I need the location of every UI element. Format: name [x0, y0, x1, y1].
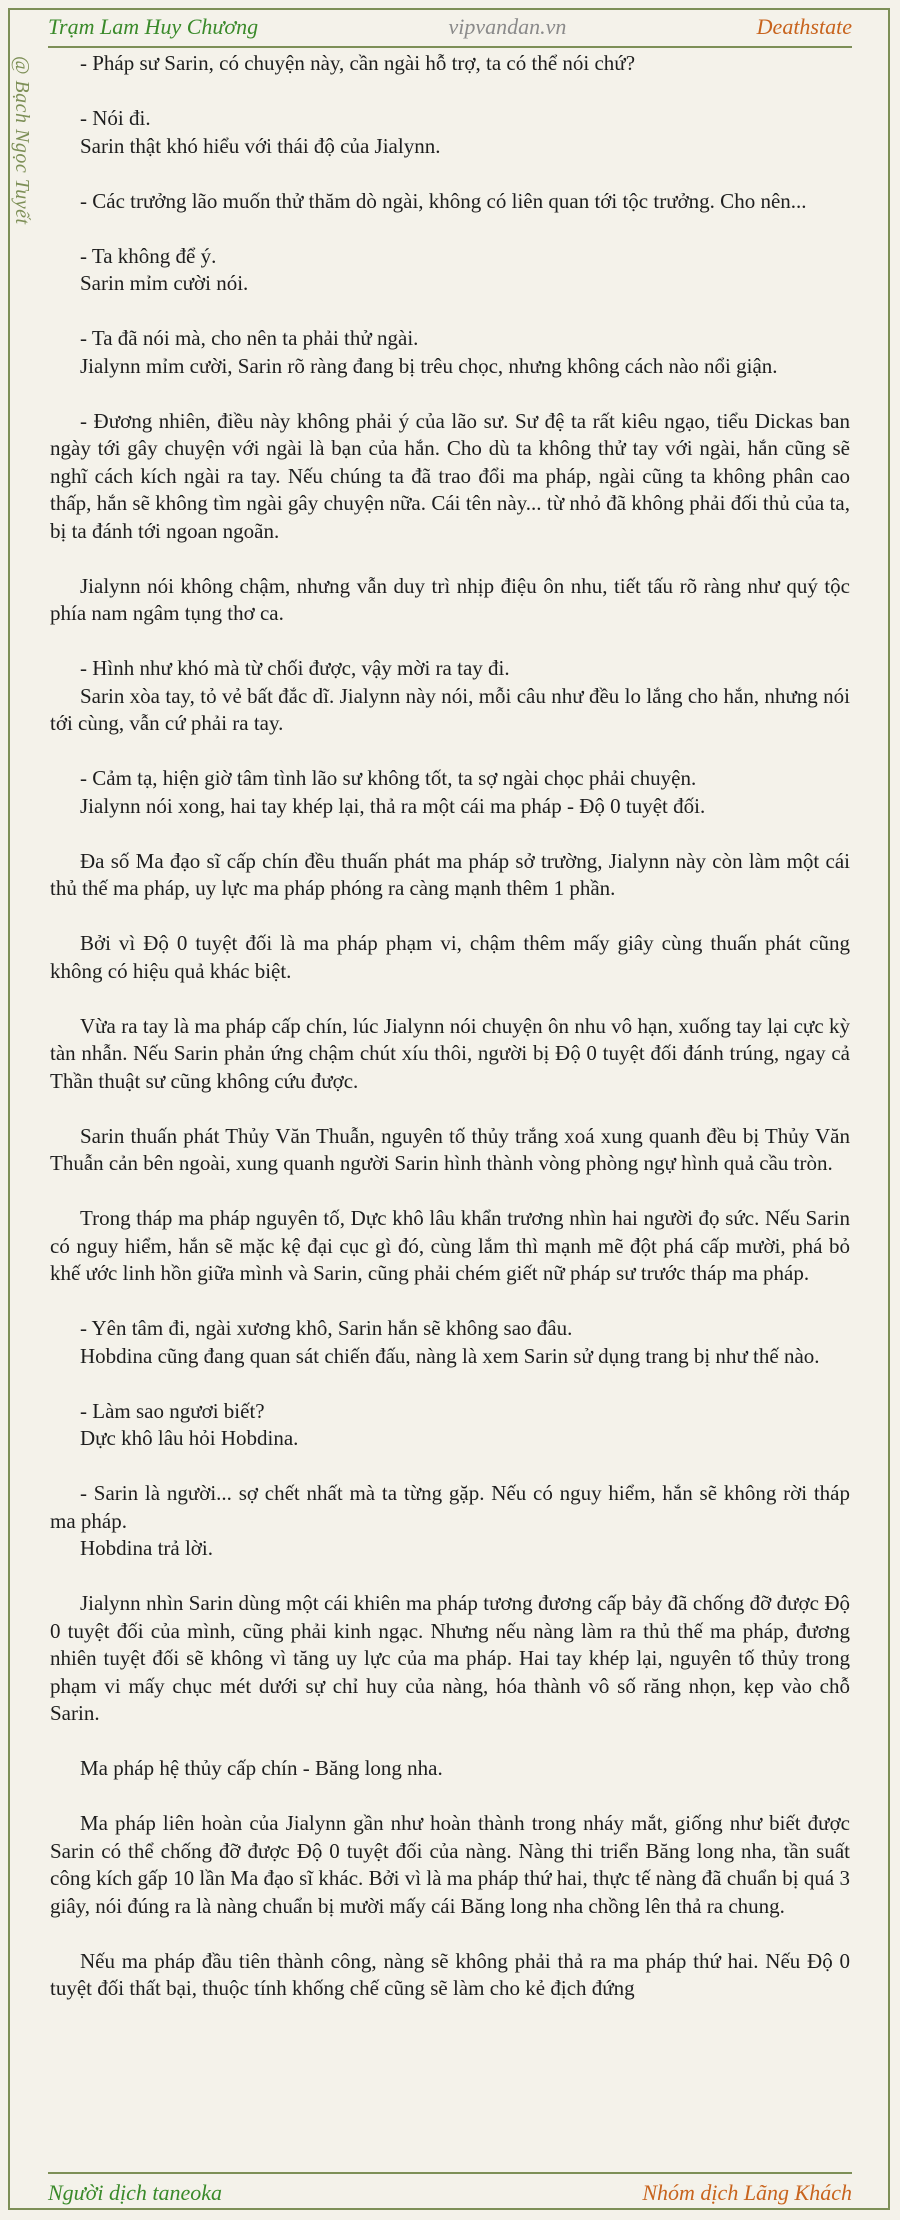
paragraph-gap [50, 1178, 850, 1206]
page-footer [48, 2172, 852, 2212]
paragraph: Trong tháp ma pháp nguyên tố, Dực khô lâu khẩn trương nhìn hai người đọ sức. Nếu Sarin có nguy hiểm, hắn sẽ mặc kệ đại cục gì đó, cùng lắm thì mạnh mẽ đột phá cấp mười, phá bỏ khế ước linh hồn giữa mình và Sarin, cũng phải chém giết nữ pháp sư trước tháp ma pháp. [50, 1206, 850, 1285]
paragraph: Vừa ra tay là ma pháp cấp chín, lúc Jialynn nói chuyện ôn nhu vô hạn, xuống tay lại cực kỳ tàn nhẫn. Nếu Sarin phản ứng chậm chút xíu thôi, người bị Độ 0 tuyệt đối đánh trúng, ngay cả Thần thuật sư cũng không cứu được. [50, 1013, 850, 1093]
paragraph: - Cảm tạ, hiện giờ tâm tình lão sư không tốt, ta sợ ngài chọc phải chuyện. [80, 766, 697, 790]
paragraph: Bởi vì Độ 0 tuyệt đối là ma pháp phạm vi, chậm thêm mấy giây cùng thuấn phát cũng không có hiệu quả khác biệt. [50, 931, 850, 983]
paragraph-gap [50, 985, 850, 1013]
paragraph: Sarin thật khó hiểu với thái độ của Jialynn. [80, 133, 441, 158]
paragraph: Ma pháp liên hoàn của Jialynn gần như hoàn thành trong nháy mắt, giống như biết được Sarin có thể chống đỡ được Độ 0 tuyệt đối của nàng. Nàng thi triển Băng long nha, tần suất công kích gấp 10 lần Ma đạo sĩ khác. Bởi vì là ma pháp thứ hai, thực tế nàng đã chuẩn bị quá 3 giây, nói đúng ra là nàng chuẩn bị mười mấy cái Băng long nha chồng lên thả ra chung. [50, 1811, 850, 1918]
paragraph-gap [50, 738, 850, 766]
paragraph: Hobdina cũng đang quan sát chiến đấu, nàng là xem Sarin sử dụng trang bị như thế nào. [80, 1343, 820, 1368]
paragraph-gap [50, 298, 850, 326]
document-body [50, 50, 850, 2003]
paragraph-gap [50, 1453, 850, 1481]
header-site-name: Trạm Lam Huy Chương [48, 14, 259, 39]
paragraph-gap [50, 1783, 850, 1811]
paragraph-gap [50, 545, 850, 573]
paragraph: Sarin thuấn phát Thủy Văn Thuẫn, nguyên tố thủy trắng xoá xung quanh đều bị Thủy Văn Thuẫn cản bên ngoài, xung quanh người Sarin hình thành vòng phòng ngự hình quả cầu tròn. [50, 1123, 850, 1175]
paragraph: - Ta đã nói mà, cho nên ta phải thử ngài. [80, 326, 419, 350]
paragraph-gap [50, 1920, 850, 1948]
paragraph-gap [50, 1370, 850, 1398]
paragraph: Jialynn nói không chậm, nhưng vẫn duy trì nhịp điệu ôn nhu, tiết tấu rõ ràng như quý tộc phía nam ngâm tụng thơ ca. [50, 573, 850, 625]
paragraph-gap [50, 1288, 850, 1316]
side-credit: @ Bạch Ngọc Tuyết [11, 56, 33, 225]
paragraph: Dực khô lâu hỏi Hobdina. [80, 1426, 299, 1450]
paragraph: - Ta không để ý. [80, 243, 217, 268]
paragraph: Sarin xòa tay, tỏ vẻ bất đắc dĩ. Jialynn này nói, mỗi câu như đều lo lắng cho hắn, nhưng nói tới cùng, vẫn cứ phải ra tay. [50, 683, 850, 735]
paragraph: - Đương nhiên, điều này không phải ý của lão sư. Sư đệ ta rất kiêu ngạo, tiểu Dickas ban ngày tới gây chuyện với ngài là bạn của hắn. Cho dù ta không thử tay với ngài, hắn cũng sẽ nghĩ cách kích ngài ra tay. Nếu chúng ta đã trao đổi ma pháp, ngài cũng ta không phân cao thấp, hắn sẽ không tìm ngài gây chuyện nữa. Cái tên này... từ nhỏ đã không phải đối thủ của ta, bị ta đánh tới ngoan ngoãn. [50, 408, 850, 543]
paragraph-gap [50, 160, 850, 188]
paragraph: - Nói đi. [80, 106, 151, 130]
paragraph: Jialynn mỉm cười, Sarin rõ ràng đang bị trêu chọc, nhưng không cách nào nổi giận. [80, 353, 778, 378]
paragraph: Nếu ma pháp đầu tiên thành công, nàng sẽ không phải thả ra ma pháp thứ hai. Nếu Độ 0 tuyệt đối thất bại, thuộc tính khống chế cũng sẽ làm cho kẻ địch đứng [50, 1948, 850, 2000]
paragraph-gap [50, 903, 850, 931]
paragraph: Jialynn nhìn Sarin dùng một cái khiên ma pháp tương đương cấp bảy đã chống đỡ được Độ 0 tuyệt đối của mình, cũng phải kinh ngạc. Nhưng nếu nàng làm ra thủ thế ma pháp, đương nhiên tuyệt đối sẽ không vì tăng uy lực của ma pháp. Hai tay khép lại, nguyên tố thủy trong phạm vi mấy chục mét dưới sự chỉ huy của nàng, hóa thành vô số răng nhọn, kẹp vào chỗ Sarin. [50, 1591, 850, 1725]
header-author: Deathstate [756, 14, 852, 39]
paragraph: Ma pháp hệ thủy cấp chín - Băng long nha. [80, 1756, 443, 1780]
paragraph: - Yên tâm đi, ngài xương khô, Sarin hắn sẽ không sao đâu. [80, 1316, 573, 1340]
paragraph-gap [50, 1563, 850, 1591]
paragraph: - Hình như khó mà từ chối được, vậy mời ra tay đi. [80, 656, 510, 680]
paragraph-gap [50, 380, 850, 408]
paragraph: - Các trưởng lão muốn thử thăm dò ngài, không có liên quan tới tộc trưởng. Cho nên... [80, 188, 807, 213]
paragraph: - Làm sao ngươi biết? [80, 1398, 265, 1423]
paragraph-gap [50, 78, 850, 106]
paragraph: Sarin mỉm cười nói. [80, 271, 249, 295]
paragraph: Jialynn nói xong, hai tay khép lại, thả ra một cái ma pháp - Độ 0 tuyệt đối. [80, 793, 706, 818]
header-url: vipvandan.vn [448, 14, 567, 39]
paragraph-gap [50, 1095, 850, 1123]
page-header [48, 8, 852, 48]
paragraph-gap [50, 1728, 850, 1756]
paragraph-gap [50, 820, 850, 848]
footer-translator: Người dịch taneoka [48, 2180, 223, 2205]
paragraph-gap [50, 628, 850, 656]
paragraph: Hobdina trả lời. [80, 1536, 213, 1560]
paragraph: Đa số Ma đạo sĩ cấp chín đều thuấn phát ma pháp sở trường, Jialynn này còn làm một cái thủ thế ma pháp, uy lực ma pháp phóng ra càng mạnh thêm 1 phần. [50, 848, 850, 900]
paragraph: - Sarin là người... sợ chết nhất mà ta từng gặp. Nếu có nguy hiểm, hắn sẽ không rời tháp ma pháp. [50, 1481, 850, 1533]
footer-group: Nhóm dịch Lãng Khách [642, 2180, 852, 2205]
paragraph-gap [50, 215, 850, 243]
paragraph: - Pháp sư Sarin, có chuyện này, cần ngài hỗ trợ, ta có thể nói chứ? [80, 51, 636, 75]
